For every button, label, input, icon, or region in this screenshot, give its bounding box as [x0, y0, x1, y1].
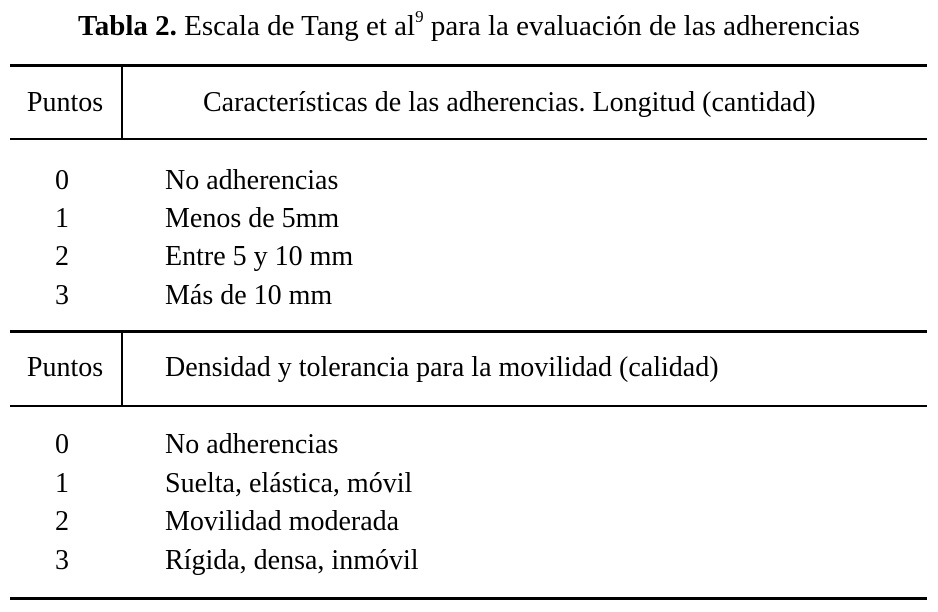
header-divider [121, 333, 123, 405]
table-caption [0, 8, 938, 44]
row-points: 0 [55, 165, 69, 196]
row-points: 1 [55, 468, 69, 499]
row-points: 2 [55, 241, 69, 272]
row-description: No adherencias [165, 429, 339, 460]
header-rule [10, 138, 927, 140]
row-points: 2 [55, 506, 69, 537]
row-description: Menos de 5mm [165, 203, 340, 234]
section-rule [10, 330, 927, 333]
points-column-header: Puntos [26, 352, 104, 383]
caption-reference-superscript: 9 [415, 7, 424, 27]
row-points: 3 [55, 280, 69, 311]
points-column-header: Puntos [26, 87, 104, 118]
length-column-header: Características de las adherencias. Longitud (cantidad) [203, 87, 816, 118]
header-rule [10, 405, 927, 407]
table-bottom-rule [10, 597, 927, 600]
row-description: Suelta, elástica, móvil [165, 468, 413, 499]
header-divider [121, 66, 123, 138]
caption-text-continued: para la evaluación de las adherencias [423, 10, 860, 42]
quality-column-header: Densidad y tolerancia para la movilidad (calidad) [165, 352, 719, 383]
row-description: Más de 10 mm [165, 280, 333, 311]
row-description: Entre 5 y 10 mm [165, 241, 354, 272]
row-points: 0 [55, 429, 69, 460]
row-points: 1 [55, 203, 69, 234]
table-label: Tabla 2. [78, 10, 177, 42]
row-description: Rígida, densa, inmóvil [165, 545, 419, 576]
row-points: 3 [55, 545, 69, 576]
row-description: Movilidad moderada [165, 506, 400, 537]
table-top-rule [10, 64, 927, 67]
row-description: No adherencias [165, 165, 339, 196]
caption-text: Escala de Tang et al [176, 10, 416, 42]
